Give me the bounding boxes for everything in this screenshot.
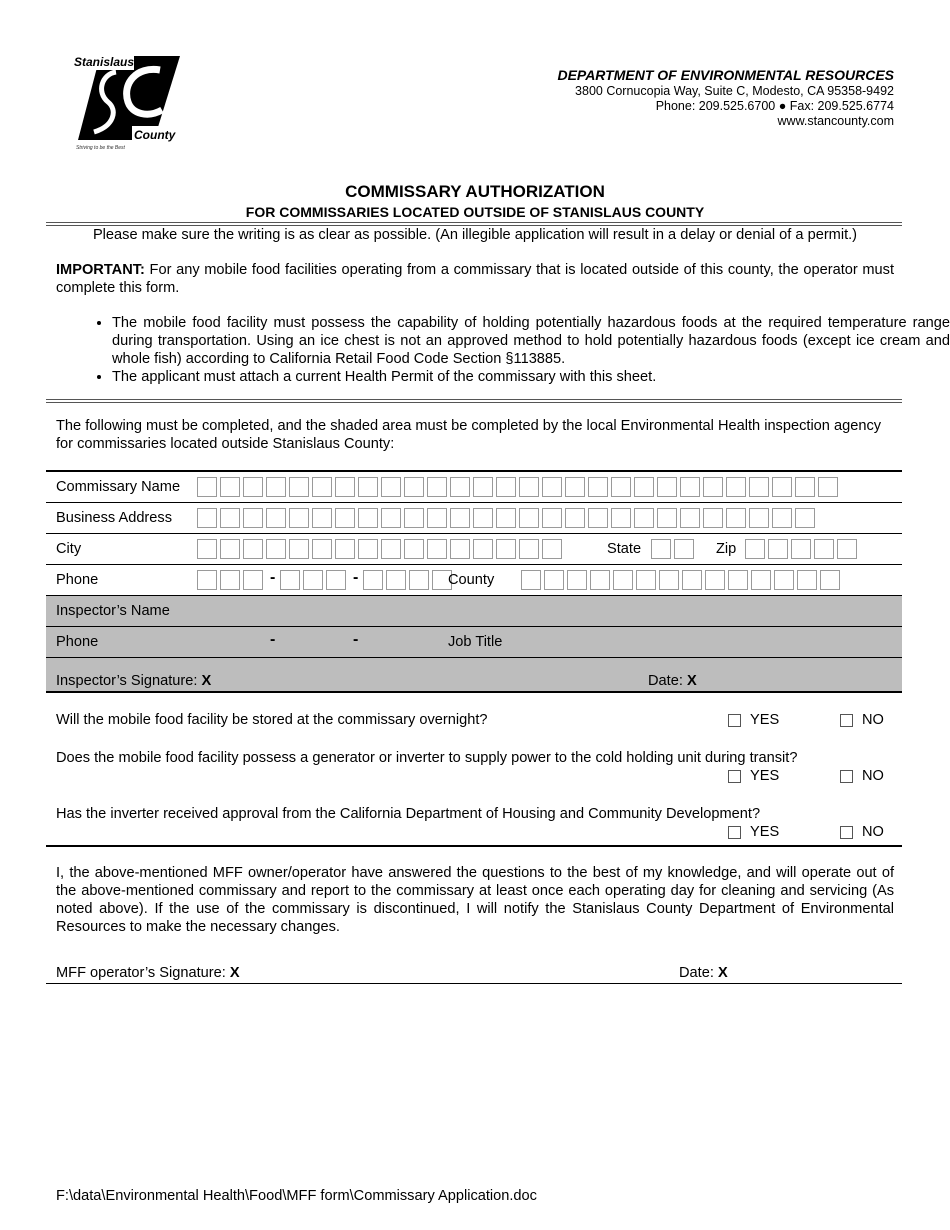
business-address-label: Business Address <box>56 510 173 526</box>
phone-dash: - <box>270 631 276 648</box>
character-box[interactable] <box>289 539 309 559</box>
character-box[interactable] <box>243 508 263 528</box>
character-box[interactable] <box>791 539 811 559</box>
character-box[interactable] <box>473 477 493 497</box>
character-box[interactable] <box>703 477 723 497</box>
character-box[interactable] <box>381 477 401 497</box>
character-box[interactable] <box>404 477 424 497</box>
city-label: City <box>56 541 82 557</box>
form-title: COMMISSARY AUTHORIZATION <box>345 182 605 201</box>
declaration: I, the above-mentioned MFF owner/operator have answered the questions to the best of my knowledge, and will operate out of the above-mentioned commissary and report to the commissary at least once each operating day for cleaning and servicing (As noted above). If the use of the commissary is discontinued, I will notify the Stanislaus County Department of Environmental Resources to make the necessary changes. <box>56 865 894 935</box>
character-box[interactable] <box>197 477 217 497</box>
character-box[interactable] <box>326 570 346 590</box>
city-state-zip-row <box>46 534 902 565</box>
character-box[interactable] <box>496 477 516 497</box>
character-box[interactable] <box>705 570 725 590</box>
character-box[interactable] <box>680 508 700 528</box>
inspector-signature-row[interactable] <box>46 658 902 693</box>
section-divider <box>46 399 902 403</box>
character-box[interactable] <box>335 539 355 559</box>
character-box[interactable] <box>772 477 792 497</box>
character-box[interactable] <box>588 477 608 497</box>
character-box[interactable] <box>745 539 765 559</box>
operator-date-label[interactable]: Date: X <box>679 965 728 981</box>
character-box[interactable] <box>590 570 610 590</box>
signature-x-mark: X <box>229 965 240 981</box>
business-address-row <box>46 503 902 534</box>
county-label: County <box>448 572 495 588</box>
character-box[interactable] <box>266 539 286 559</box>
character-box[interactable] <box>565 477 585 497</box>
yes-label: YES <box>750 768 780 784</box>
character-box[interactable] <box>220 539 240 559</box>
character-box[interactable] <box>682 570 702 590</box>
phone-dash: - <box>353 631 359 648</box>
character-box[interactable] <box>818 477 838 497</box>
phone-line-input[interactable] <box>363 570 455 590</box>
character-box[interactable] <box>280 570 300 590</box>
character-box[interactable] <box>312 508 332 528</box>
character-box[interactable] <box>634 477 654 497</box>
question-generator: Does the mobile food facility possess a generator or inverter to supply power to the cold holding unit during transit? <box>56 750 798 766</box>
question-overnight: Will the mobile food facility be stored at the commissary overnight? <box>56 712 488 728</box>
logo-tagline: Striving to be the Best <box>76 145 125 151</box>
character-box[interactable] <box>726 477 746 497</box>
character-box[interactable] <box>611 508 631 528</box>
file-path: F:\data\Environmental Health\Food\MFF form\Commissary Application.doc <box>56 1188 537 1204</box>
city-input[interactable] <box>197 539 565 559</box>
overnight-no-checkbox[interactable] <box>840 714 853 727</box>
logo-word-bottom: County <box>134 128 176 142</box>
character-box[interactable] <box>496 508 516 528</box>
zip-label: Zip <box>716 541 737 557</box>
logo-word-top: Stanislaus <box>74 55 135 69</box>
inspector-name-label: Inspector’s Name <box>56 603 170 619</box>
generator-yes-checkbox[interactable] <box>728 770 741 783</box>
department-address: 3800 Cornucopia Way, Suite C, Modesto, CA 95358-9492 <box>575 84 894 98</box>
requirement-item: • The applicant must attach a current Health Permit of the commissary with this sheet. <box>112 368 950 386</box>
character-box[interactable] <box>657 477 677 497</box>
operator-signature-label[interactable]: MFF operator’s Signature: X <box>56 965 240 981</box>
character-box[interactable] <box>611 477 631 497</box>
character-box[interactable] <box>726 508 746 528</box>
character-box[interactable] <box>303 570 323 590</box>
character-box[interactable] <box>243 539 263 559</box>
character-box[interactable] <box>751 570 771 590</box>
character-box[interactable] <box>473 508 493 528</box>
date-x-mark: X <box>717 965 728 981</box>
important-text: For any mobile food facilities operating from a commissary that is located outside of this county, the operator must complete this form. <box>56 262 894 296</box>
instructions: The following must be completed, and the shaded area must be completed by the local Environmental Health inspection agency for commissaries located outside Stanislaus County: <box>56 418 882 452</box>
character-box[interactable] <box>542 477 562 497</box>
character-box[interactable] <box>567 570 587 590</box>
phone-prefix-input[interactable] <box>280 570 349 590</box>
overnight-yes-checkbox[interactable] <box>728 714 741 727</box>
character-box[interactable] <box>220 570 240 590</box>
character-box[interactable] <box>837 539 857 559</box>
form-subtitle: FOR COMMISSARIES LOCATED OUTSIDE OF STANISLAUS COUNTY <box>245 204 705 220</box>
phone-dash: - <box>270 569 276 586</box>
character-box[interactable] <box>289 508 309 528</box>
character-box[interactable] <box>381 508 401 528</box>
character-box[interactable] <box>519 539 539 559</box>
phone-county-row <box>46 565 902 596</box>
character-box[interactable] <box>703 508 723 528</box>
important-paragraph <box>56 261 894 297</box>
character-box[interactable] <box>749 508 769 528</box>
phone-dash: - <box>353 569 359 586</box>
character-box[interactable] <box>749 477 769 497</box>
character-box[interactable] <box>519 477 539 497</box>
character-box[interactable] <box>774 570 794 590</box>
character-box[interactable] <box>519 508 539 528</box>
inspector-date-label: Date: X <box>648 673 697 689</box>
signature-line <box>46 983 902 984</box>
character-box[interactable] <box>335 508 355 528</box>
stanislaus-county-logo <box>74 52 184 152</box>
character-box[interactable] <box>450 477 470 497</box>
character-box[interactable] <box>358 477 378 497</box>
character-box[interactable] <box>636 570 656 590</box>
character-box[interactable] <box>820 570 840 590</box>
commissary-name-row <box>46 472 902 503</box>
date-x-mark: X <box>686 673 697 689</box>
character-box[interactable] <box>427 539 447 559</box>
character-box[interactable] <box>680 477 700 497</box>
character-box[interactable] <box>197 508 217 528</box>
inspector-phone-label: Phone <box>56 634 99 650</box>
county-input[interactable] <box>521 570 843 590</box>
character-box[interactable] <box>728 570 748 590</box>
character-box[interactable] <box>772 508 792 528</box>
department-header <box>557 67 894 128</box>
question-inverter: Has the inverter received approval from the California Department of Housing and Community Development? <box>56 806 761 822</box>
inverter-no-checkbox[interactable] <box>840 826 853 839</box>
job-title-label: Job Title <box>448 634 503 650</box>
character-box[interactable] <box>243 570 263 590</box>
character-box[interactable] <box>197 570 217 590</box>
character-box[interactable] <box>363 570 383 590</box>
state-label: State <box>607 541 642 557</box>
no-label: NO <box>862 768 884 784</box>
character-box[interactable] <box>565 508 585 528</box>
department-name: DEPARTMENT OF ENVIRONMENTAL RESOURCES <box>557 67 894 83</box>
character-box[interactable] <box>266 508 286 528</box>
character-box[interactable] <box>404 508 424 528</box>
generator-no-checkbox[interactable] <box>840 770 853 783</box>
character-box[interactable] <box>312 477 332 497</box>
commissary-name-label: Commissary Name <box>56 479 181 495</box>
phone-area-input[interactable] <box>197 570 266 590</box>
character-box[interactable] <box>814 539 834 559</box>
character-box[interactable] <box>795 477 815 497</box>
character-box[interactable] <box>381 539 401 559</box>
character-box[interactable] <box>651 539 671 559</box>
character-box[interactable] <box>358 539 378 559</box>
no-label: NO <box>862 824 884 840</box>
character-box[interactable] <box>768 539 788 559</box>
zip-input[interactable] <box>745 539 860 559</box>
character-box[interactable] <box>427 477 447 497</box>
character-box[interactable] <box>289 477 309 497</box>
requirements-list <box>56 314 950 386</box>
signature-x-mark: X <box>201 673 212 689</box>
yes-label: YES <box>750 824 780 840</box>
commissary-name-input[interactable] <box>197 477 841 497</box>
character-box[interactable] <box>220 477 240 497</box>
character-box[interactable] <box>659 570 679 590</box>
character-box[interactable] <box>634 508 654 528</box>
character-box[interactable] <box>674 539 694 559</box>
character-box[interactable] <box>521 570 541 590</box>
character-box[interactable] <box>542 508 562 528</box>
character-box[interactable] <box>657 508 677 528</box>
character-box[interactable] <box>312 539 332 559</box>
department-website: www.stancounty.com <box>777 113 894 128</box>
character-box[interactable] <box>613 570 633 590</box>
character-box[interactable] <box>386 570 406 590</box>
character-box[interactable] <box>450 539 470 559</box>
character-box[interactable] <box>197 539 217 559</box>
character-box[interactable] <box>544 570 564 590</box>
character-box[interactable] <box>795 508 815 528</box>
character-box[interactable] <box>409 570 429 590</box>
requirement-item: • The mobile food facility must possess the capability of holding potentially hazardous foods at the required temperature range during transportation. Using an ice chest is not an approved method to hold potentially hazardous foods (except ice cream and whole fish) according to California Retail Food Code Section §113885. <box>112 314 950 368</box>
character-box[interactable] <box>427 508 447 528</box>
character-box[interactable] <box>266 477 286 497</box>
character-box[interactable] <box>542 539 562 559</box>
state-input[interactable] <box>651 539 697 559</box>
character-box[interactable] <box>358 508 378 528</box>
inverter-yes-checkbox[interactable] <box>728 826 741 839</box>
important-label: IMPORTANT: <box>56 262 145 278</box>
inspector-name-row[interactable] <box>46 596 902 627</box>
inspector-phone-row[interactable] <box>46 627 902 658</box>
phone-label: Phone <box>56 572 99 588</box>
character-box[interactable] <box>473 539 493 559</box>
character-box[interactable] <box>450 508 470 528</box>
character-box[interactable] <box>496 539 516 559</box>
clarity-note: Please make sure the writing is as clear as possible. (An illegible application will result in a delay or denial of a permit.) <box>92 227 858 243</box>
inspector-signature-label: Inspector’s Signature: X <box>56 673 212 689</box>
character-box[interactable] <box>588 508 608 528</box>
yes-label: YES <box>750 712 780 728</box>
character-box[interactable] <box>335 477 355 497</box>
character-box[interactable] <box>243 477 263 497</box>
questions-divider <box>46 845 902 847</box>
character-box[interactable] <box>220 508 240 528</box>
no-label: NO <box>862 712 884 728</box>
department-phone-fax: Phone: 209.525.6700 ● Fax: 209.525.6774 <box>655 98 894 113</box>
business-address-input[interactable] <box>197 508 818 528</box>
character-box[interactable] <box>797 570 817 590</box>
character-box[interactable] <box>404 539 424 559</box>
